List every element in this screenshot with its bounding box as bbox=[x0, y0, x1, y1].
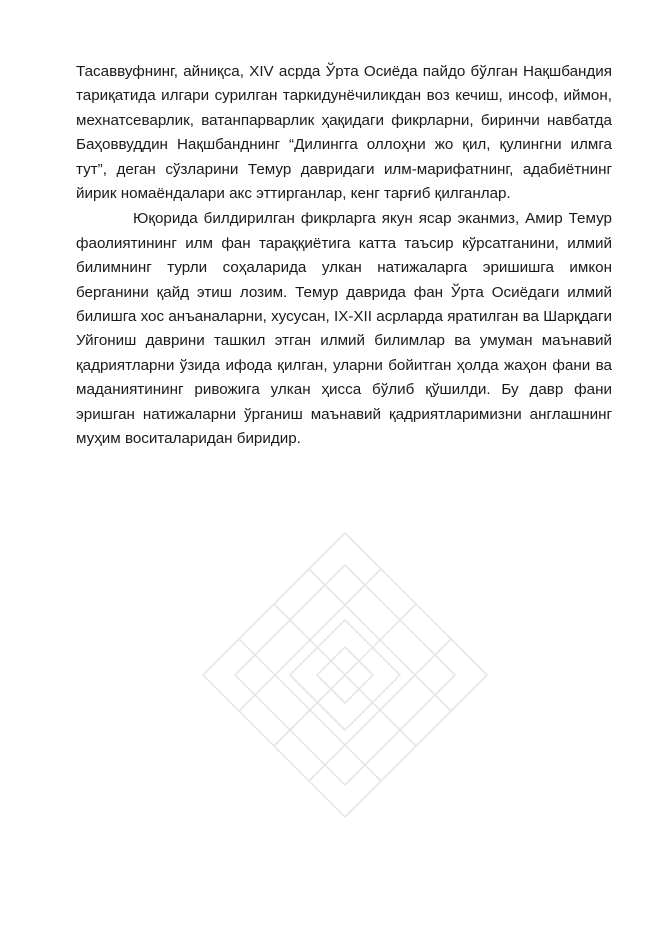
paragraph-1: Тасаввуфнинг, айниқса, XIV асрда Ўрта Осиёда пайдо бўлган Нақшбандия тариқатида илгари сурилган таркидунёчиликдан воз кечиш, инсоф, иймон, мехнатсеварлик, ватанпарварлик ҳақидаги фикрларни, биринчи навбатда Баҳоввуддин Нақшбанднинг “Дилингга оллоҳни жо қил, қулингни илмга тут”, деган сўзларини Темур давридаги илм-марифатнинг, адабиётнинг йирик номаёндалари акс эттирганлар, кенг тарғиб қилганлар. bbox=[76, 63, 612, 203]
paragraph-2: Юқорида билдирилган фикрларга якун ясар эканмиз, Амир Темур фаолиятининг илм фан тараққиётига катта таъсир кўрсатганини, илмий билимнинг турли соҳаларида улкан натижаларга эришишга имкон берганини қайд этиш лозим. Темур даврида фан Ўрта Осиёдаги илмий билишга хос анъаналарни, хусусан, IX-XII асрларда яратилган ва Шарқдаги Уйгониш даврини ташкил этган илмий билимлар ва умуман маънавий қадриятларни ўзида ифода қилган, уларни бойитган ҳолда жаҳон фани ва маданиятининг ривожига улкан ҳисса бўлиб қўшилди. Бу давр фани эришган натижаларни ўрганиш маънавий қадриятларимизни англашнинг муҳим воситаларидан биридир. bbox=[76, 210, 612, 448]
text-block bbox=[76, 60, 612, 452]
diamond-lattice-watermark-icon bbox=[195, 525, 495, 825]
